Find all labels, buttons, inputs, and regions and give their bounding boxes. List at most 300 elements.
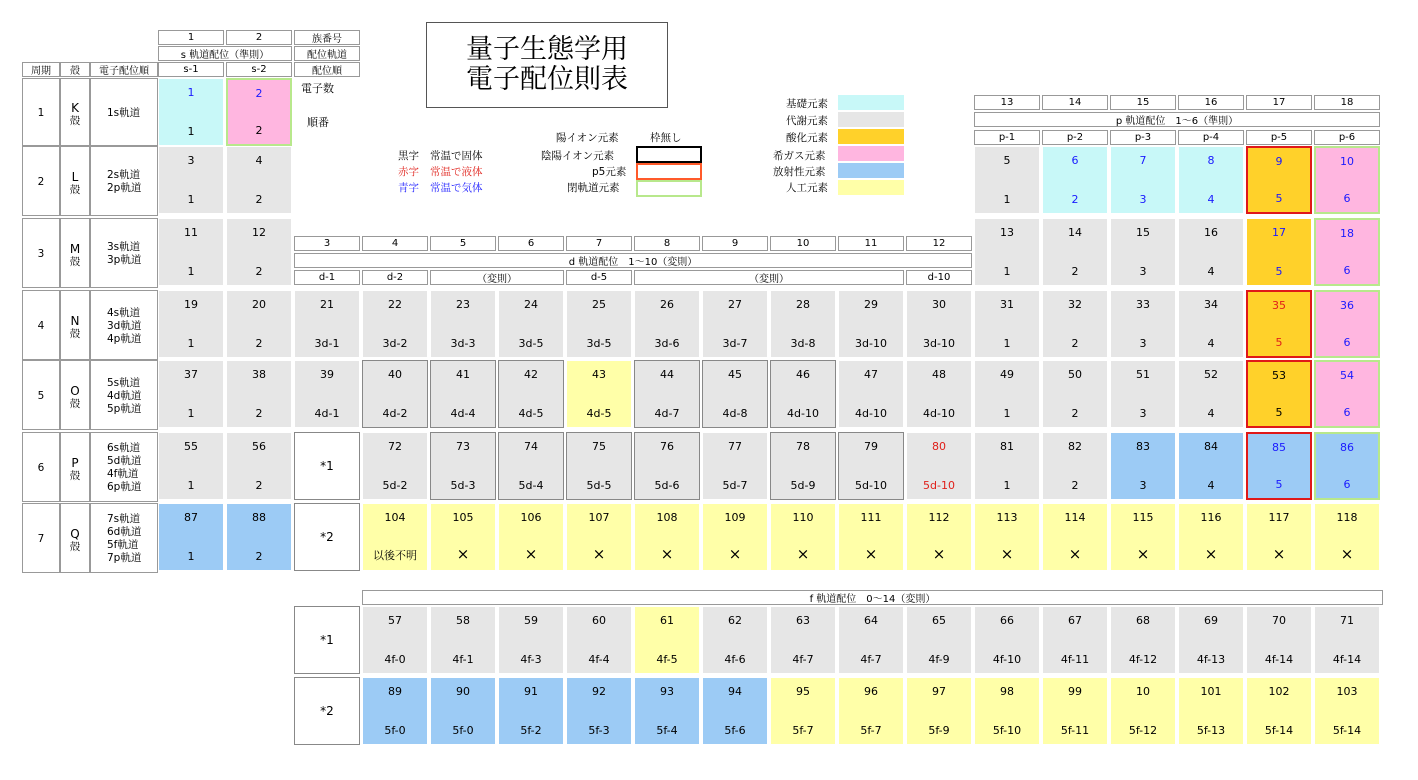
legend-closed-swatch [636,180,702,197]
electron-config: × [1000,545,1014,563]
electron-config: 4d-10 [923,407,955,420]
electron-config: 1 [187,407,195,420]
atomic-number: 23 [456,298,470,311]
element-cell-59 [498,606,564,674]
period-number-text: 6 [37,462,45,474]
element-cell-109 [702,503,768,571]
d-group-header: 12 [906,236,972,251]
element-cell-40 [362,360,428,428]
electron-config: 2 [255,550,263,563]
element-cell-111 [838,503,904,571]
element-cell-10 [1314,146,1380,214]
title-line-1: 量子生態学用 [466,34,628,65]
atomic-number: 110 [792,511,814,524]
atomic-number: 63 [796,614,810,627]
element-cell-57 [362,606,428,674]
element-cell-29 [838,290,904,358]
electron-config: 3d-10 [855,337,887,350]
electron-config: 4f-5 [656,653,678,666]
electron-config: 5d-10 [923,479,955,492]
orbital-label: 4p軌道 [107,332,142,345]
electron-config: 2 [1071,193,1079,206]
atomic-number: 59 [524,614,538,627]
electron-config: × [660,545,674,563]
orbital-order [90,503,158,573]
electron-config: 5 [1275,478,1283,491]
element-cell-90 [430,677,496,745]
orbital-order [90,290,158,360]
shell-name [60,290,90,360]
element-cell-86 [1314,432,1380,500]
atomic-number: 3 [187,154,195,167]
electron-config: 2 [255,193,263,206]
element-cell-80 [906,432,972,500]
element-cell-49 [974,360,1040,428]
electron-config: × [524,545,538,563]
electron-config: × [1204,545,1218,563]
element-cell-star1-f [294,606,360,674]
element-cell-97 [906,677,972,745]
shell-letter: K [71,101,79,115]
f-block-label: f 軌道配位 0～14（変則） [362,590,1383,605]
electron-config: 4f-4 [588,653,610,666]
orbital-label: 4s軌道 [107,306,141,319]
electron-config: 2 [1071,265,1079,278]
legend-noble: 希ガス元素 [773,150,826,162]
atomic-number: 103 [1336,685,1358,698]
electron-config: 4d-2 [382,407,408,420]
atomic-number: 77 [728,440,742,453]
electron-config: 以後不明 [373,549,417,562]
element-cell-106 [498,503,564,571]
element-cell-31 [974,290,1040,358]
element-cell-18 [1314,218,1380,286]
element-cell-101 [1178,677,1244,745]
atomic-number: 101 [1200,685,1222,698]
d-group-header: 3 [294,236,360,251]
atomic-number: 51 [1136,368,1150,381]
d-sub-header: d-1 [294,270,360,285]
element-cell-43 [566,360,632,428]
shell-kaku: 殻 [69,256,81,268]
electron-config: 5f-14 [1332,724,1362,737]
element-cell-1 [158,78,224,146]
atomic-number: 90 [456,685,470,698]
legend-cation: 陽イオン元素 [556,132,619,144]
atomic-number: 1 [187,86,195,99]
atomic-number: 113 [996,511,1018,524]
d-sub-header: （変則） [430,270,564,285]
shell-kaku: 殻 [69,115,81,127]
element-cell-8 [1178,146,1244,214]
electron-config: 5d-3 [450,479,476,492]
atomic-number: 17 [1272,226,1286,239]
element-cell-23 [430,290,496,358]
element-cell-38 [226,360,292,428]
atomic-number: *2 [320,704,334,718]
element-cell-66 [974,606,1040,674]
shell-kaku: 殻 [69,470,81,482]
atomic-number: 78 [796,440,810,453]
electron-config: 1 [1003,265,1011,278]
period-number [22,360,60,430]
orbital-order [90,218,158,288]
electron-config: 1 [187,265,195,278]
orbital-label: 7p軌道 [107,552,142,564]
element-cell-3 [158,146,224,214]
orbital-label: 4d軌道 [107,389,142,402]
d-group-header: 11 [838,236,904,251]
electron-config: × [1272,545,1286,563]
atomic-number: 104 [384,511,406,524]
p-group-header: 14 [1042,95,1108,110]
electron-config: 5d-5 [586,479,612,492]
p-group-header: 13 [974,95,1040,110]
element-cell-20 [226,290,292,358]
element-cell-89 [362,677,428,745]
element-cell-51 [1110,360,1176,428]
legend-radioactive: 放射性元素 [773,166,826,178]
electron-config: 5f-12 [1128,724,1158,737]
electron-config: 1 [1003,337,1011,350]
electron-config: 2 [255,337,263,350]
element-cell-83 [1110,432,1176,500]
atomic-number: 98 [1000,685,1014,698]
element-cell-53 [1246,360,1312,428]
atomic-number: 12 [252,226,266,239]
electron-config: × [1068,545,1082,563]
atomic-number: 43 [592,368,606,381]
atomic-number: 89 [388,685,402,698]
electron-config: 5f-7 [792,724,814,737]
element-cell-6 [1042,146,1108,214]
element-cell-118 [1314,503,1380,571]
legend-basic: 基礎元素 [786,98,828,110]
atomic-number: 26 [660,298,674,311]
period-number-text: 2 [37,176,45,188]
element-cell-5 [974,146,1040,214]
element-cell-27 [702,290,768,358]
atomic-number: 60 [592,614,606,627]
element-cell-star2-main [294,503,360,571]
atomic-number: 28 [796,298,810,311]
element-cell-65 [906,606,972,674]
electron-config: 2 [255,265,263,278]
electron-config: 4 [1207,407,1215,420]
element-cell-7 [1110,146,1176,214]
element-cell-55 [158,432,224,500]
atomic-number: 109 [724,511,746,524]
period-number [22,432,60,502]
atomic-number: 70 [1272,614,1286,627]
electron-config: 4d-5 [586,407,612,420]
orbital-order [90,432,158,502]
atomic-number: 38 [252,368,266,381]
atomic-number: 32 [1068,298,1082,311]
element-cell-81 [974,432,1040,500]
shell-letter: Q [70,527,80,541]
element-cell-112 [906,503,972,571]
d-block-label: d 軌道配位 1～10（変則） [294,253,972,268]
electron-config: × [1340,545,1354,563]
atomic-number: 66 [1000,614,1014,627]
element-cell-14 [1042,218,1108,286]
element-cell-72 [362,432,428,500]
atomic-number: 91 [524,685,538,698]
atomic-number: 92 [592,685,606,698]
period-number [22,146,60,216]
shell-name [60,78,90,146]
legend-black-b: 常温で固体 [430,150,483,162]
atomic-number: 112 [928,511,950,524]
electron-config: 4d-10 [855,407,887,420]
element-cell-78 [770,432,836,500]
electron-config: 4 [1207,265,1215,278]
electron-config: 3 [1139,337,1147,350]
element-cell-91 [498,677,564,745]
p-sub-header: p-1 [974,130,1040,145]
p-block-label: p 軌道配位 1～6（準則） [974,112,1380,127]
atomic-number: 94 [728,685,742,698]
element-cell-21 [294,290,360,358]
period-number [22,290,60,360]
atomic-number: 41 [456,368,470,381]
electron-config: 4f-6 [724,653,746,666]
element-cell-22 [362,290,428,358]
atomic-number: 11 [184,226,198,239]
legend-metabolic: 代謝元素 [786,115,828,127]
electron-config: × [932,545,946,563]
element-cell-19 [158,290,224,358]
element-cell-105 [430,503,496,571]
element-cell-115 [1110,503,1176,571]
element-cell-107 [566,503,632,571]
orbital-label: 3s軌道 [107,241,141,253]
element-cell-71 [1314,606,1380,674]
atomic-number: 68 [1136,614,1150,627]
atomic-number: 102 [1268,685,1290,698]
header-shell: 殻 [60,62,90,77]
atomic-number: 9 [1275,155,1283,168]
electron-config: 3d-6 [654,337,680,350]
electron-config: 4d-8 [722,407,748,420]
electron-config: 3 [1139,479,1147,492]
element-cell-36 [1314,290,1380,358]
atomic-number: 86 [1340,441,1354,454]
orbital-label: 5f軌道 [107,539,139,551]
p-sub-header: p-4 [1178,130,1244,145]
s-sub-2: s-2 [226,62,292,77]
atomic-number: 10 [1340,155,1354,168]
atomic-number: 48 [932,368,946,381]
element-cell-44 [634,360,700,428]
electron-config: 4f-1 [452,653,474,666]
element-cell-114 [1042,503,1108,571]
key-box [294,78,360,146]
element-cell-37 [158,360,224,428]
element-cell-99 [1042,677,1108,745]
orbital-label: 7s軌道 [107,513,141,525]
atomic-number: 74 [524,440,538,453]
legend-noble-swatch [838,146,904,161]
element-cell-76 [634,432,700,500]
atomic-number: 58 [456,614,470,627]
legend-red-b: 常温で液体 [430,166,483,178]
element-cell-48 [906,360,972,428]
element-cell-4 [226,146,292,214]
electron-config: 3 [1139,193,1147,206]
shell-name [60,360,90,430]
atomic-number: 37 [184,368,198,381]
p-group-header: 16 [1178,95,1244,110]
electron-config: × [1136,545,1150,563]
element-cell-103 [1314,677,1380,745]
atomic-number: 106 [520,511,542,524]
period-number [22,78,60,146]
atomic-number: 73 [456,440,470,453]
electron-config: 5f-3 [588,724,610,737]
legend-oxidation-swatch [838,129,904,144]
element-cell-104 [362,503,428,571]
electron-config: 2 [1071,337,1079,350]
element-cell-82 [1042,432,1108,500]
element-cell-45 [702,360,768,428]
atomic-number: 29 [864,298,878,311]
electron-config: 2 [255,124,263,137]
electron-config: 4f-3 [520,653,542,666]
atomic-number: 88 [252,511,266,524]
p-sub-header: p-6 [1314,130,1380,145]
period-number-text: 5 [37,390,45,402]
element-cell-62 [702,606,768,674]
d-group-header: 4 [362,236,428,251]
orbital-label: 6p軌道 [107,481,142,493]
atomic-number: 67 [1068,614,1082,627]
p-group-header: 15 [1110,95,1176,110]
electron-config: × [728,545,742,563]
electron-config: 4d-4 [450,407,476,420]
atomic-number: 13 [1000,226,1014,239]
legend-blue-a: 青字 [398,182,419,194]
atomic-number: 31 [1000,298,1014,311]
atomic-number: 16 [1204,226,1218,239]
element-cell-41 [430,360,496,428]
legend-radioactive-swatch [838,163,904,178]
electron-config: × [456,545,470,563]
atomic-number: 69 [1204,614,1218,627]
electron-config: 3 [1139,265,1147,278]
element-cell-102 [1246,677,1312,745]
legend-closed: 閉軌道元素 [567,182,620,194]
orbital-order [90,360,158,430]
atomic-number: 115 [1132,511,1154,524]
legend-p5: p5元素 [592,166,627,178]
d-sub-header: d-10 [906,270,972,285]
electron-config: 4f-12 [1128,653,1158,666]
electron-config: 4f-14 [1264,653,1294,666]
legend-red-a: 赤字 [398,166,419,178]
legend-amphoteric: 陰陽イオン元素 [541,150,615,162]
atomic-number: 45 [728,368,742,381]
element-cell-15 [1110,218,1176,286]
d-group-header: 5 [430,236,496,251]
atomic-number: 93 [660,685,674,698]
electron-config: 1 [187,337,195,350]
element-cell-94 [702,677,768,745]
atomic-number: 97 [932,685,946,698]
atomic-number: 18 [1340,227,1354,240]
element-cell-33 [1110,290,1176,358]
electron-config: 4d-7 [654,407,680,420]
electron-config: 3d-10 [923,337,955,350]
atomic-number: 34 [1204,298,1218,311]
element-cell-108 [634,503,700,571]
atomic-number: 10 [1136,685,1150,698]
d-sub-header: d-5 [566,270,632,285]
atomic-number: 21 [320,298,334,311]
element-cell-56 [226,432,292,500]
atomic-number: 22 [388,298,402,311]
electron-config: 5 [1275,265,1283,278]
atomic-number: 53 [1272,369,1286,382]
electron-config: 4f-7 [792,653,814,666]
d-group-header: 9 [702,236,768,251]
d-group-header: 10 [770,236,836,251]
electron-config: 5f-13 [1196,724,1226,737]
atomic-number: 20 [252,298,266,311]
key-order: 配位順 [294,62,360,77]
electron-config: × [796,545,810,563]
legend-basic-swatch [838,95,904,110]
element-cell-25 [566,290,632,358]
atomic-number: 25 [592,298,606,311]
atomic-number: 50 [1068,368,1082,381]
electron-config: 6 [1343,478,1351,491]
atomic-number: 108 [656,511,678,524]
element-cell-61 [634,606,700,674]
atomic-number: 62 [728,614,742,627]
electron-config: 6 [1343,406,1351,419]
atomic-number: 39 [320,368,334,381]
electron-config: 5 [1275,192,1283,205]
electron-config: 4d-5 [518,407,544,420]
element-cell-17 [1246,218,1312,286]
electron-config: 1 [187,550,195,563]
element-cell-93 [634,677,700,745]
atomic-number: 56 [252,440,266,453]
electron-config: 5d-4 [518,479,544,492]
element-cell-32 [1042,290,1108,358]
element-cell-70 [1246,606,1312,674]
element-cell-77 [702,432,768,500]
atomic-number: 35 [1272,299,1286,312]
legend-artificial-swatch [838,180,904,195]
s-group-2: 2 [226,30,292,45]
electron-config: 3d-7 [722,337,748,350]
atomic-number: 84 [1204,440,1218,453]
orbital-label: 6s軌道 [107,442,141,454]
d-group-header: 8 [634,236,700,251]
shell-kaku: 殻 [69,328,81,340]
shell-name [60,503,90,573]
key-group-number: 族番号 [294,30,360,45]
shell-letter: L [71,170,79,184]
atomic-number: 80 [932,440,946,453]
atomic-number: 107 [588,511,610,524]
orbital-label: 3p軌道 [107,254,142,266]
header-period: 周期 [22,62,60,77]
electron-config: 1 [1003,407,1011,420]
